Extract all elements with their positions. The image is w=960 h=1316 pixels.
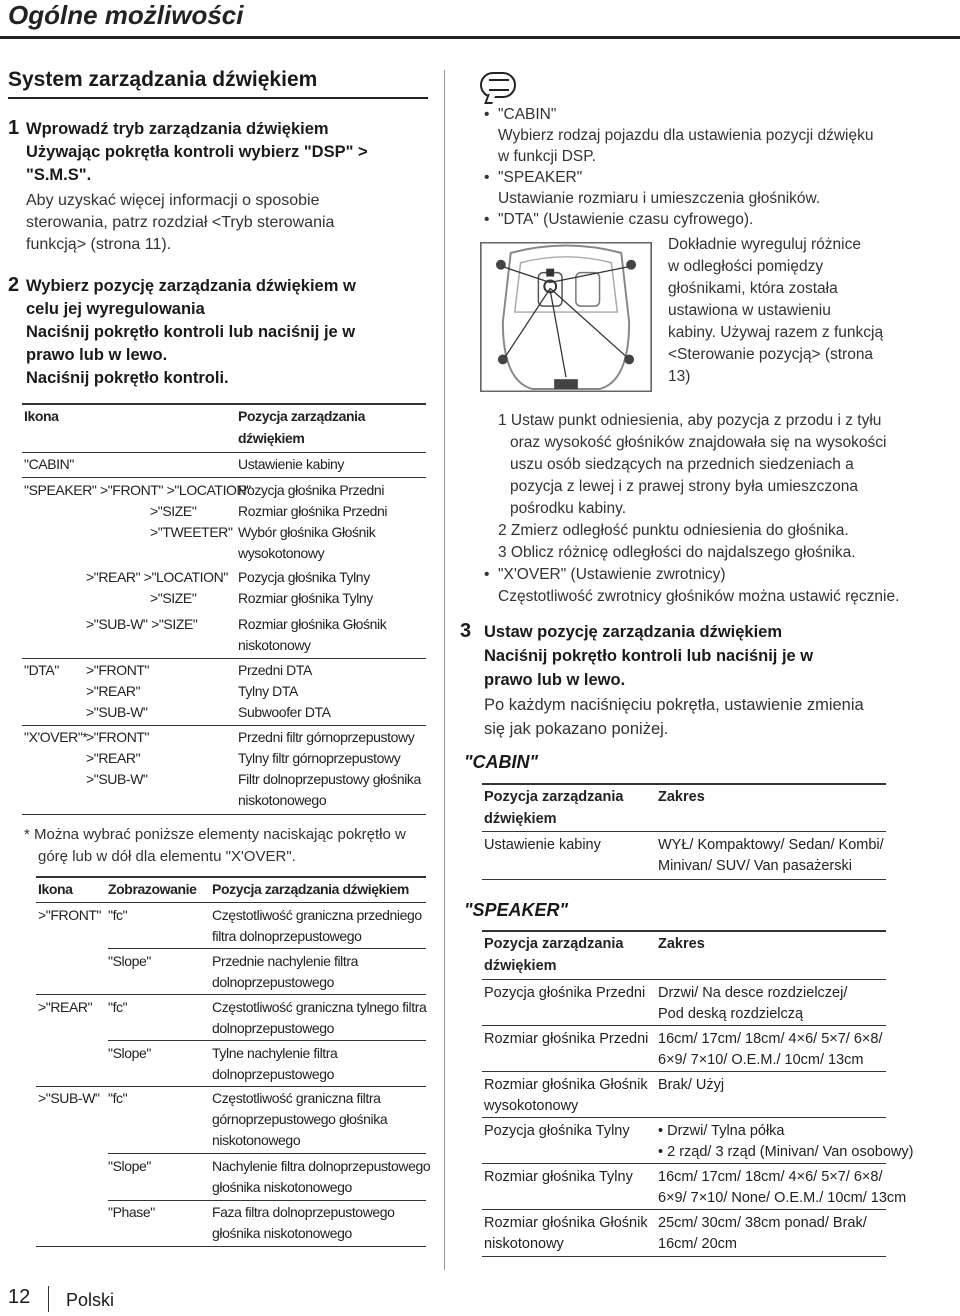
table1-cell: Przedni filtr górnoprzepustowy — [238, 729, 415, 745]
step-2-heading: Wybierz pozycję zarządzania dźwiękiem w celu jej wyregulowania Naciśnij pokrętło kontroli lub naciśnij je w prawo lub w lewo. Naciśnij pokrętło kontroli. — [26, 277, 356, 387]
speaker-cell: Pozycja głośnika Przedni — [484, 985, 646, 1001]
table1-cell: Tylny filtr górnoprzepustowy — [238, 750, 401, 766]
table1-cell: Ustawienie kabiny — [238, 456, 345, 472]
table2-cell: dolnoprzepustowego — [212, 974, 335, 990]
table1-cell: >"FRONT" — [86, 729, 150, 745]
speaker-cell: Pod deską rozdzielczą — [658, 1006, 804, 1022]
table2-top-rule — [36, 876, 426, 878]
footnote: * Można wybrać poniższe elementy naciskając pokrętło w górę lub w dół dla elementu "X'OVER". — [24, 826, 406, 865]
table1-cell: Pozycja głośnika Tylny — [238, 569, 370, 585]
table1-cell: >"FRONT" — [86, 662, 150, 678]
speaker-header: dźwiękiem — [484, 958, 557, 974]
table1-cell: >"SIZE" — [150, 503, 197, 519]
table2-cell: "fc" — [108, 907, 128, 923]
step-3-heading: Ustaw pozycję zarządzania dźwiękiem Naciśnij pokrętło kontroli lub naciśnij je w prawo lub w lewo. — [484, 623, 814, 689]
notes-block: • "CABIN" Wybierz rodzaj pojazdu dla ustawienia pozycji dźwięku w funkcji DSP. • "SPEAKER" Ustawianie rozmiaru i umieszczenia głośników. • "DTA" (Ustawienie czasu cyfrowego). — [498, 104, 874, 230]
table2-cell: "Slope" — [108, 1045, 151, 1061]
table1-cell: >"REAR" — [86, 683, 141, 699]
table1-cell: >"SIZE" — [150, 590, 197, 606]
table1-bottom-rule — [22, 814, 426, 815]
section-title: System zarządzania dźwiękiem — [8, 68, 318, 91]
car-cabin-diagram — [480, 242, 652, 392]
page-header-title: Ogólne możliwości — [8, 0, 244, 30]
speaker-cell: Pozycja głośnika Tylny — [484, 1123, 630, 1139]
table1-cell: "DTA" — [24, 662, 59, 678]
table2-cell: Częstotliwość graniczna przedniego — [212, 907, 422, 923]
table1-cell: Wybór głośnika Głośnik — [238, 524, 376, 540]
speaker-cell: niskotonowy — [484, 1236, 564, 1252]
speaker-cell: Drzwi/ Na desce rozdzielczej/ — [658, 985, 848, 1001]
table1-cell: "CABIN" — [24, 456, 74, 472]
table2-cell: >"SUB-W" — [38, 1090, 100, 1106]
table1-cell: wysokotonowy — [238, 545, 325, 561]
cabin-cell: WYŁ/ Kompaktowy/ Sedan/ Kombi/ — [658, 837, 884, 853]
speaker-header: Zakres — [658, 936, 705, 952]
dta-description: Dokładnie wyreguluj różnice w odległości pomiędzy głośnikami, która została ustawiona w ustawieniu kabiny. Używaj razem z funkcją <Sterowanie pozycją> (strona 13) — [668, 236, 884, 385]
table2-cell: Tylne nachylenie filtra — [212, 1045, 338, 1061]
table1-cell: Przedni DTA — [238, 662, 312, 678]
speaker-cell: 6×9/ 7×10/ O.E.M./ 10cm/ 13cm — [658, 1052, 864, 1068]
section-rule — [8, 97, 428, 99]
note-icon — [480, 72, 516, 98]
cabin-header: Pozycja zarządzania — [484, 789, 624, 805]
speaker-cell: Rozmiar głośnika Głośnik — [484, 1215, 648, 1231]
table2-header: Pozycja zarządzania dźwiękiem — [212, 881, 409, 897]
table1-cell: Rozmiar głośnika Przedni — [238, 503, 388, 519]
speaker-cell: 16cm/ 17cm/ 18cm/ 4×6/ 5×7/ 6×8/ — [658, 1169, 883, 1185]
table2-cell: Częstotliwość graniczna filtra — [212, 1090, 381, 1106]
cabin-cell: Ustawienie kabiny — [484, 837, 601, 853]
step-3-number: 3 — [460, 620, 472, 642]
speaker-cell: 16cm/ 17cm/ 18cm/ 4×6/ 5×7/ 6×8/ — [658, 1031, 883, 1047]
step-3-text: Po każdym naciśnięciu pokrętła, ustawienie zmienia się jak pokazano poniżej. — [484, 696, 864, 738]
table1-cell: >"REAR" — [86, 750, 141, 766]
speaker-cell: Rozmiar głośnika Tylny — [484, 1169, 633, 1185]
table1-cell: Subwoofer DTA — [238, 704, 331, 720]
table2-cell: głośnika niskotonowego — [212, 1179, 352, 1195]
table1-header-icon: Ikona — [24, 408, 59, 424]
table1-cell: >"TWEETER" — [150, 524, 233, 540]
table2-cell: głośnika niskotonowego — [212, 1225, 352, 1241]
table2-cell: >"FRONT" — [38, 907, 102, 923]
speaker-cell: 16cm/ 20cm — [658, 1236, 737, 1252]
table1-cell: "SPEAKER" >"FRONT" >"LOCATION" — [24, 482, 251, 498]
table1-cell: Tylny DTA — [238, 683, 298, 699]
table1-cell: >"SUB-W" — [86, 704, 148, 720]
page-number: 12 — [8, 1286, 31, 1308]
speaker-cell: wysokotonowy — [484, 1098, 579, 1114]
table1-cell: >"REAR" >"LOCATION" — [86, 569, 228, 585]
table2-cell: "Slope" — [108, 953, 151, 969]
table1-cell: Rozmiar głośnika Głośnik — [238, 616, 387, 632]
table2-cell: dolnoprzepustowego — [212, 1020, 335, 1036]
speaker-cell: Rozmiar głośnika Przedni — [484, 1031, 649, 1047]
cabin-subheading: "CABIN" — [464, 752, 539, 772]
table1-cell: >"SUB-W" — [86, 771, 148, 787]
column-divider — [444, 70, 445, 1270]
table1-cell: Rozmiar głośnika Tylny — [238, 590, 373, 606]
table1-cell: Pozycja głośnika Przedni — [238, 482, 385, 498]
table1-cell: "X'OVER"* — [24, 729, 88, 745]
speaker-cell: Rozmiar głośnika Głośnik — [484, 1077, 648, 1093]
step-1-number: 1 — [8, 117, 20, 139]
table2-cell: niskotonowego — [212, 1132, 301, 1148]
speaker-cell-bullet: • Drzwi/ Tylna półka — [658, 1123, 785, 1139]
cabin-header: dźwiękiem — [484, 811, 557, 827]
footer-divider — [48, 1286, 49, 1312]
table1-cell: Filtr dolnoprzepustowy głośnika — [238, 771, 421, 787]
table2-cell: "Slope" — [108, 1158, 151, 1174]
dta-steps-list: 1 Ustaw punkt odniesienia, aby pozycja z przodu i z tyłu oraz wysokość głośników znajdowała się na wysokości uszu osób siedzących na przednich siedzeniach a pozycja z lewej i z prawej strony była umieszczona pośrodku kabiny. 2 Zmierz odległość punktu odniesienia do głośnika. 3 Oblicz różnicę odległości do najdalszego głośnika. • "X'OVER" (Ustawienie zwrotnicy) Częstotliwość zwrotnicy głośników można ustawić ręcznie. — [498, 410, 899, 608]
table2-cell: "fc" — [108, 999, 128, 1015]
table1-cell: niskotonowy — [238, 637, 311, 653]
table2-cell: filtra dolnoprzepustowego — [212, 928, 362, 944]
table2-cell: Faza filtra dolnoprzepustowego — [212, 1204, 395, 1220]
table1-cell: niskotonowego — [238, 792, 327, 808]
table1-cell: >"SUB-W" >"SIZE" — [86, 616, 198, 632]
speaker-cell: 6×9/ 7×10/ None/ O.E.M./ 10cm/ 13cm — [658, 1190, 907, 1206]
table2-cell: Przednie nachylenie filtra — [212, 953, 359, 969]
table1-header-item-2: dźwiękiem — [238, 430, 305, 446]
table2-bottom-rule — [36, 1246, 426, 1247]
table2-header: Zobrazowanie — [108, 881, 197, 897]
table2-cell: >"REAR" — [38, 999, 93, 1015]
table1-header-item: Pozycja zarządzania — [238, 408, 366, 424]
table1-top-rule — [22, 403, 426, 405]
step-2-number: 2 — [8, 274, 20, 296]
table2-header: Ikona — [38, 881, 73, 897]
step-1-text: Aby uzyskać więcej informacji o sposobie sterowania, patrz rozdział <Tryb sterowania funkcją> (strona 11). — [26, 192, 335, 253]
table2-cell: "fc" — [108, 1090, 128, 1106]
speaker-header: Pozycja zarządzania — [484, 936, 624, 952]
speaker-cell-bullet: • 2 rząd/ 3 rząd (Minivan/ Van osobowy) — [658, 1144, 914, 1160]
header-rule — [0, 36, 960, 39]
table2-cell: "Phase" — [108, 1204, 155, 1220]
table2-cell: Częstotliwość graniczna tylnego filtra — [212, 999, 427, 1015]
cabin-header: Zakres — [658, 789, 705, 805]
speaker-cell: Brak/ Użyj — [658, 1077, 725, 1093]
step-1-heading: Wprowadź tryb zarządzania dźwiękiem Używając pokrętła kontroli wybierz "DSP" > "S.M.S". — [26, 120, 368, 184]
cabin-cell: Minivan/ SUV/ Van pasażerski — [658, 858, 852, 874]
footer-language: Polski — [66, 1290, 115, 1310]
table2-cell: dolnoprzepustowego — [212, 1066, 335, 1082]
speaker-cell: 25cm/ 30cm/ 38cm ponad/ Brak/ — [658, 1215, 867, 1231]
speaker-subheading: "SPEAKER" — [464, 900, 569, 920]
table2-cell: górnoprzepustowego głośnika — [212, 1111, 388, 1127]
table2-cell: Nachylenie filtra dolnoprzepustowego — [212, 1158, 431, 1174]
